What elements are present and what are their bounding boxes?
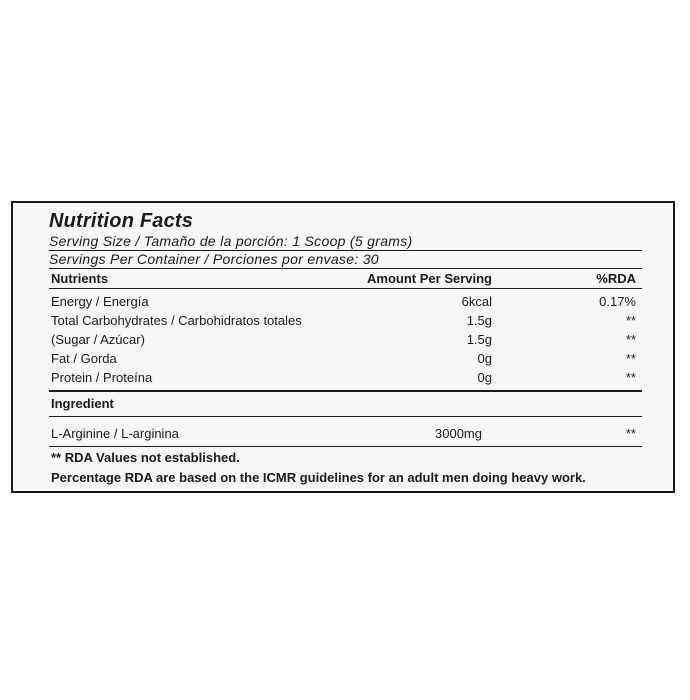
nutrient-row — [49, 292, 642, 311]
nutrient-name: Fat / Gorda — [51, 351, 117, 366]
nutrient-name: Protein / Proteína — [51, 370, 153, 385]
nutrients-header: Nutrients — [51, 271, 109, 286]
nutrients-header-row — [49, 269, 642, 288]
nutrition-facts-content — [49, 209, 642, 488]
nutrient-row — [49, 311, 642, 330]
nutrient-amount: 1.5g — [466, 313, 492, 328]
footnote-rda: ** RDA Values not established. — [51, 450, 240, 465]
ingredient-header-row — [49, 392, 642, 416]
nutrient-row — [49, 368, 642, 387]
nutrient-amount: 0g — [477, 351, 492, 366]
nutrient-rda: ** — [625, 313, 636, 328]
divider — [49, 446, 642, 447]
amount-header: Amount Per Serving — [367, 271, 492, 286]
serving-size: Serving Size / Tamaño de la porción: 1 Scoop (5 grams) — [49, 233, 413, 249]
nutrient-name: Total Carbohydrates / Carbohidratos totales — [51, 313, 302, 328]
nutrient-amount: 0g — [477, 370, 492, 385]
nutrient-rda: ** — [625, 351, 636, 366]
servings-per-container: Servings Per Container / Porciones por envase: 30 — [49, 251, 379, 267]
nutrient-row — [49, 330, 642, 349]
nutrient-name: Energy / Energía — [51, 294, 149, 309]
nutrition-facts-panel — [11, 201, 675, 493]
ingredient-rda: ** — [625, 426, 636, 441]
nutrient-row — [49, 349, 642, 368]
nutrient-rda: ** — [625, 332, 636, 347]
nutrition-title: Nutrition Facts — [49, 210, 194, 232]
nutrient-name: (Sugar / Azúcar) — [51, 332, 145, 347]
ingredient-row — [49, 424, 642, 443]
ingredient-amount: 3000mg — [435, 426, 482, 441]
nutrient-amount: 1.5g — [466, 332, 492, 347]
nutrient-rda: ** — [625, 370, 636, 385]
ingredient-header: Ingredient — [51, 396, 114, 411]
ingredient-name: L-Arginine / L-arginina — [51, 426, 179, 441]
footnote-icmr: Percentage RDA are based on the ICMR guidelines for an adult men doing heavy work. — [51, 470, 586, 485]
nutrient-rda: 0.17% — [599, 294, 636, 309]
rda-header: %RDA — [596, 271, 636, 286]
nutrient-amount: 6kcal — [461, 294, 492, 309]
